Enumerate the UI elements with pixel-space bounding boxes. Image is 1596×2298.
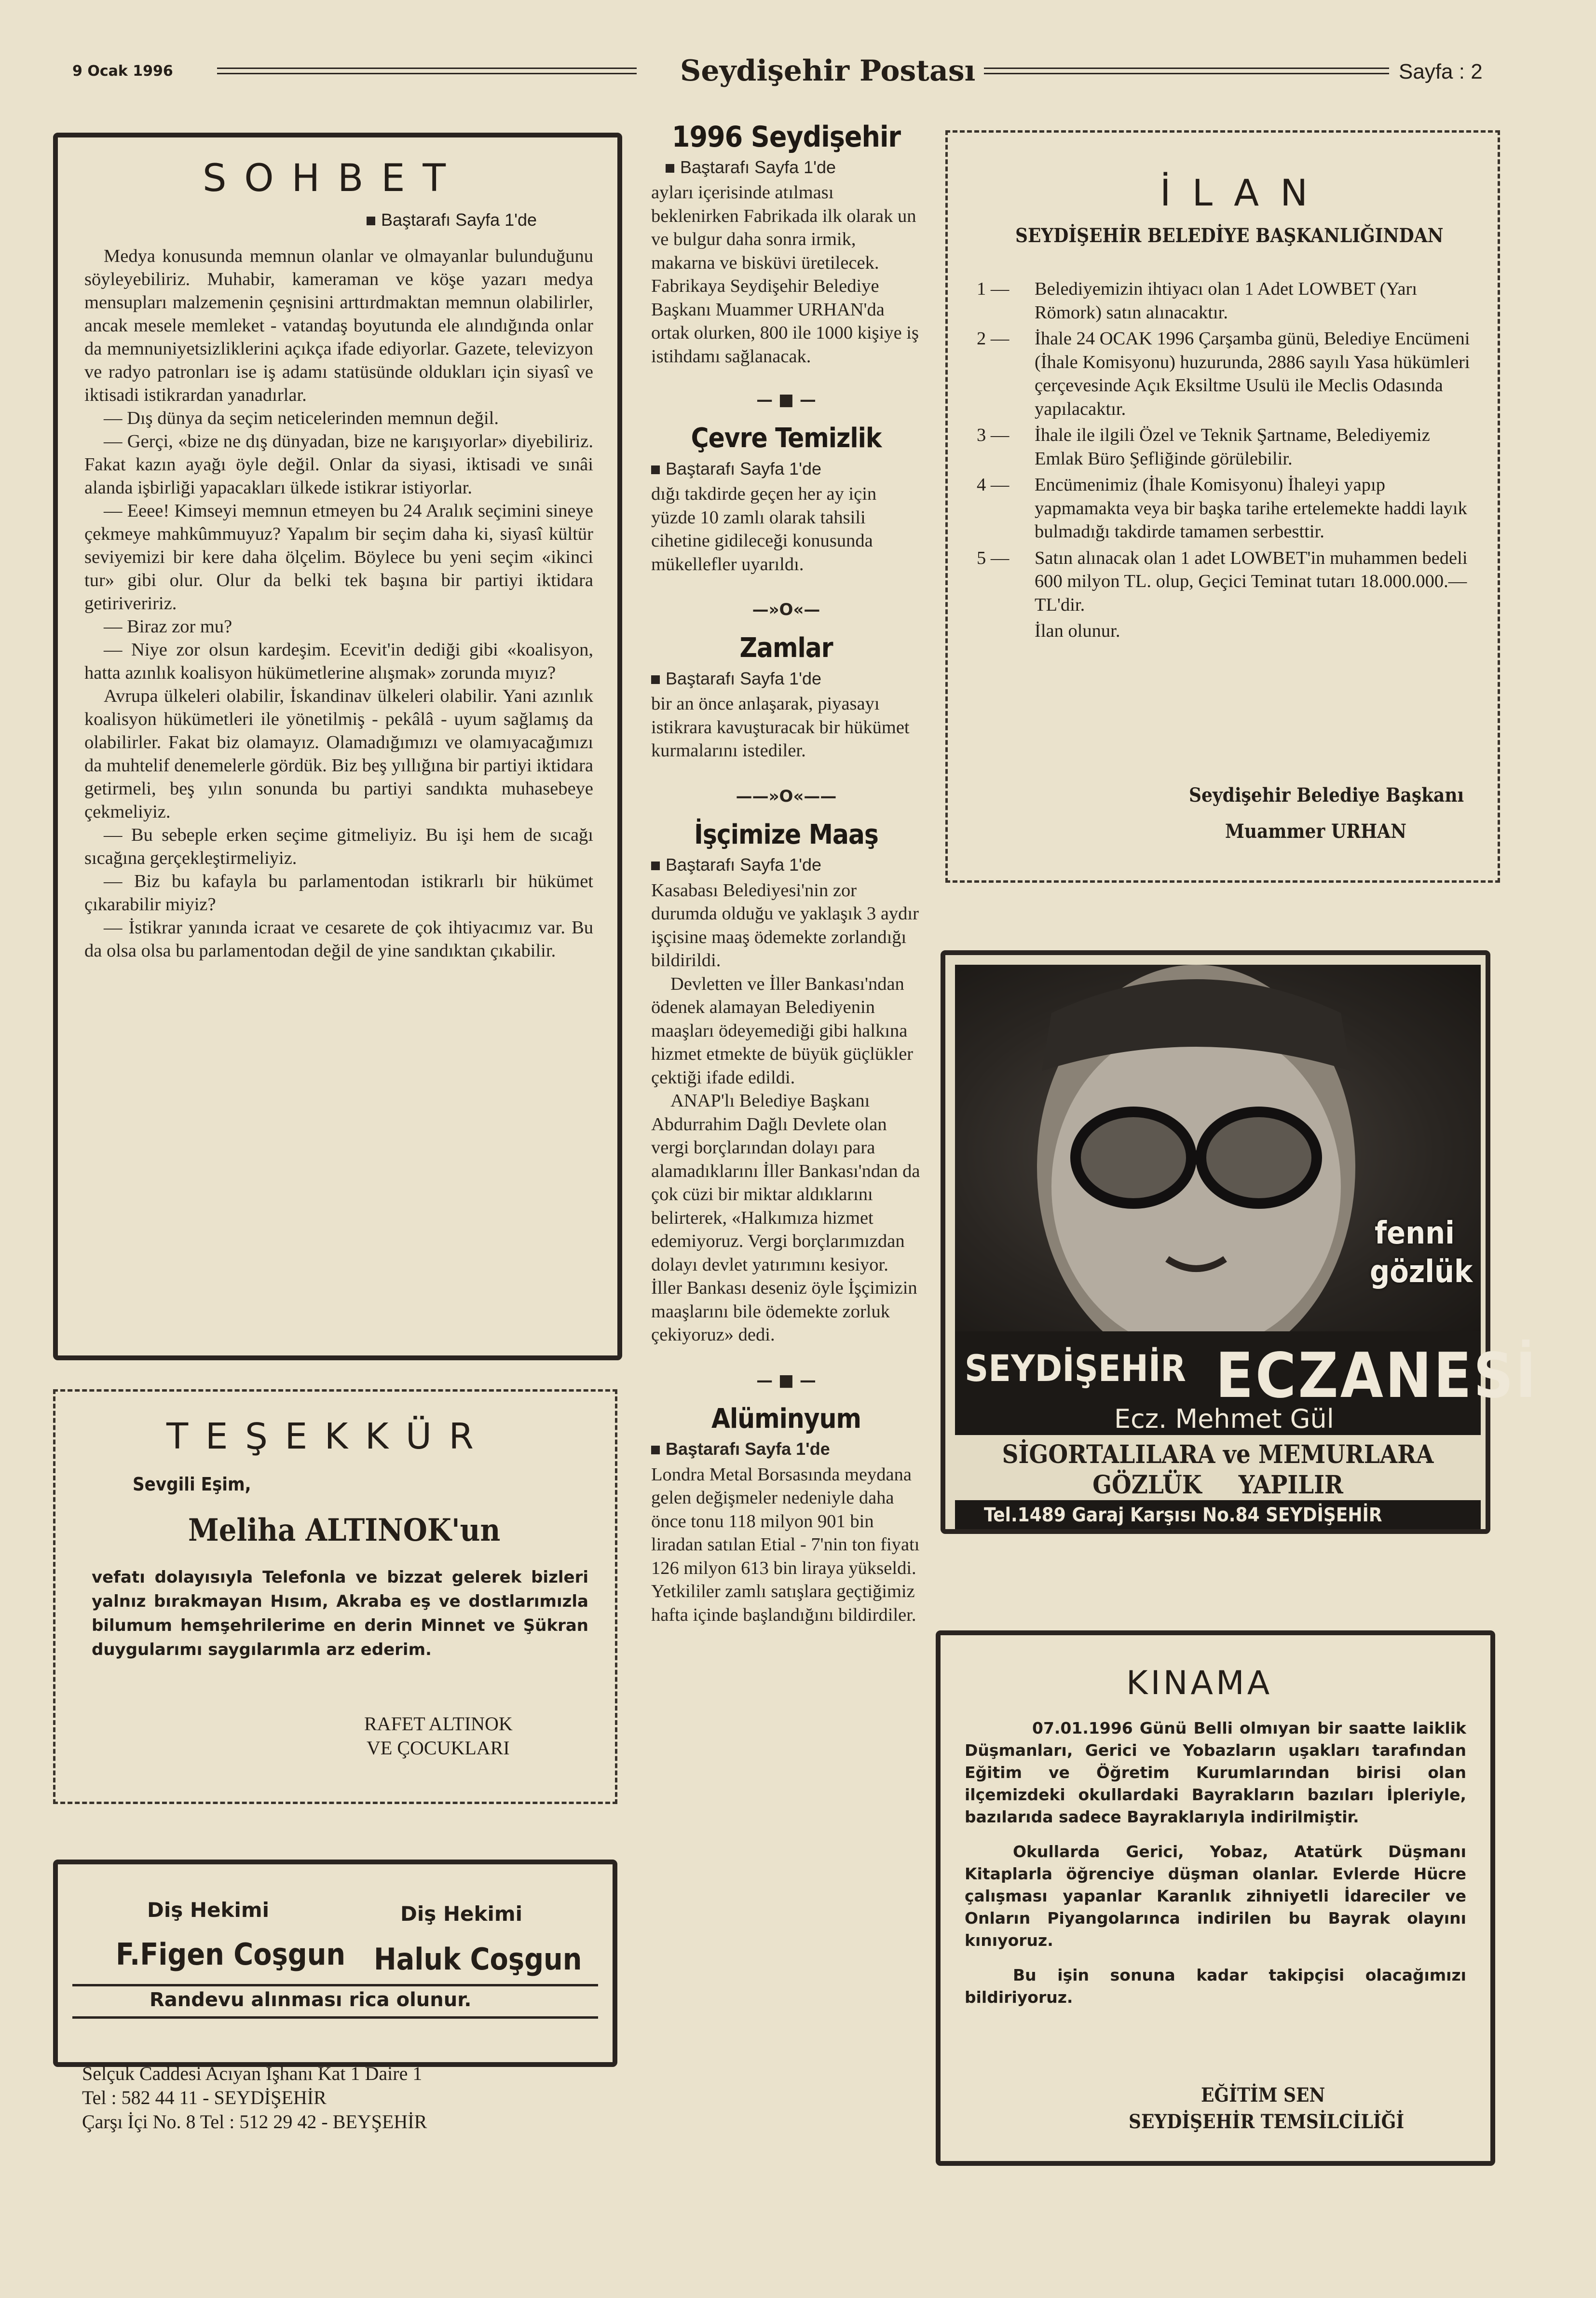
ilan-item-text: İhale 24 OCAK 1996 Çarşamba günü, Belediye Encümeni (İhale Komisyonu) huzurunda, 2886 sayılı Yasa hükümleri çerçevesinde Açık Eksiltme Usulü ile Meclis Odasında yapılacaktır. — [1035, 328, 1470, 419]
eczane-contact-band — [955, 1500, 1481, 1529]
eczane-line-2: GÖZLÜK YAPILIR — [1092, 1470, 1343, 1500]
eczane-contact: Tel.1489 Garaj Karşısı No.84 SEYDİŞEHİR — [984, 1504, 1382, 1526]
eczane-name-part1: SEYDİŞEHİR — [965, 1347, 1186, 1390]
separator: — ■ — — [756, 390, 816, 410]
aluminyum-continued: Baştarafı Sayfa 1'de — [651, 1437, 921, 1461]
dentist-name-left: F.Figen Coşgun — [116, 1937, 346, 1972]
ilan-item-number: 3 — — [977, 425, 1009, 445]
kinama-body — [965, 1717, 1466, 2009]
ilan-item — [977, 424, 1473, 470]
sohbet-paragraph: Avrupa ülkeleri olabilir, İskandinav ülkeleri olabilir. Yani azınlık koalisyon hükümetleri ile yönetilmiş - pekâlâ - uyum sağlamış da olabilirler. Fakat biz olamayız. Olamadığımızı ve olamıyacağımızı da muhtelif denemelerle gördük. Biz beş yıllığına bir partiyi iktidara getirmeli, beş yılın sonunda bu partiyi sandıkta muhasebeye çekmeliyiz. — [84, 686, 593, 822]
kinama-sign-2: SEYDİŞEHİR TEMSİLCİLİĞİ — [1129, 2110, 1405, 2133]
eczane-ad — [941, 950, 1538, 1534]
sohbet-title: S O H B E T — [203, 157, 449, 200]
dentist-tel-1: Tel : 582 44 11 - SEYDİŞEHİR — [82, 2087, 327, 2108]
tesekkur-signature-1: RAFET ALTINOK — [364, 1713, 513, 1735]
ilan-title: İ L A N — [1160, 171, 1313, 214]
eczane-name-band — [955, 1331, 1538, 1435]
dentist-tel-2: Çarşı İçi No. 8 Tel : 512 29 42 - BEYŞEHİR — [82, 2111, 427, 2133]
issue-date: 9 Ocak 1996 — [72, 63, 173, 80]
sohbet-box — [53, 133, 622, 1360]
dentist-name-right: Haluk Coşgun — [374, 1942, 582, 1977]
seydisehir-continued: Baştarafı Sayfa 1'de — [666, 156, 921, 179]
iscimize-paragraph: Kasabası Belediyesi'nin zor durumda olduğu ve yaklaşık 3 aydır işçisine maaş ödemekte zorlandığı bildirildi. — [651, 880, 919, 971]
tesekkur-title: T E Ş E K K Ü R — [166, 1416, 477, 1457]
pharmacist-photo — [955, 965, 1481, 1341]
separator: —»O«— — [752, 600, 820, 619]
zamlar-text: bir an önce anlaşarak, piyasayı istikrara kavuşturacak bir hükümet kurmalarını istediler. — [651, 694, 910, 761]
sohbet-body — [84, 245, 593, 962]
tesekkur-name: Meliha ALTINOK'un — [188, 1512, 501, 1548]
ilan-closing: İlan olunur. — [1035, 621, 1120, 641]
sohbet-paragraph: — Bu sebeple erken seçime gitmeliyiz. Bu işi hem de sıcağı sıcağına gerçekleştirmeliyiz. — [84, 825, 593, 868]
bullet-square-icon — [651, 465, 660, 474]
dentist-label-right: Diş Hekimi — [400, 1902, 523, 1926]
ilan-item-text: Belediyemizin ihtiyacı olan 1 Adet LOWBET (Yarı Römork) satın alınacaktır. — [1035, 279, 1418, 323]
ilan-item-text: Satın alınacak olan 1 adet LOWBET'in muhammen bedeli 600 milyon TL. olup, Geçici Teminat tutarı 18.000.000.— TL'dir. — [1035, 547, 1468, 615]
bullet-square-icon — [651, 675, 660, 684]
bullet-square-icon — [666, 164, 674, 173]
ilan-item-number: 2 — — [977, 328, 1009, 349]
bullet-square-icon — [651, 862, 660, 870]
iscimize-headline: İşçimize Maaş — [694, 819, 878, 850]
ilan-items — [977, 277, 1473, 643]
header-rule-right — [984, 68, 1389, 74]
ilan-item-number: 1 — — [977, 279, 1009, 299]
seydisehir-headline: 1996 Seydişehir — [671, 120, 901, 154]
ilan-sign-2: Muammer URHAN — [1225, 820, 1406, 843]
sohbet-paragraph: — Eeee! Kimseyi memnun etmeyen bu 24 Aralık seçimini sineye çekmeye mahkûmmuyuz? Yapalım bir seçim daha ki, siyasî kültür seviyemizi bir kere daha ölçelim. Böylece bu yeni seçim «ikinci tur» gibi olur. Olur da belki tek başına bir partiyi iktidara getiriveririz. — [84, 501, 593, 614]
tesekkur-salutation: Sevgili Eşim, — [133, 1474, 251, 1495]
header-rule-left — [217, 68, 637, 74]
cevre-continued: Baştarafı Sayfa 1'de — [651, 457, 921, 481]
ilan-subtitle: SEYDİŞEHİR BELEDİYE BAŞKANLIĞINDAN — [1015, 224, 1444, 247]
dentist-box — [53, 1860, 617, 2067]
sohbet-paragraph: — Niye zor olsun kardeşim. Ecevit'in dediği gibi «koalisyon, hatta azınlık koalisyon hükümetlerine alışmak» zorunda mıyız? — [84, 640, 593, 683]
dentist-label-left: Diş Hekimi — [147, 1898, 270, 1922]
aluminyum-text: Londra Metal Borsasında meydana gelen değişmeler nedeniyle daha önce tonu 118 milyon 901 bin liradan satılan Etial - 7'nin ton fiyatı 126 milyon 613 bin liraya yükseldi. Yetkililer zamlı satışlara geçtiğimiz hafta içinde başlandığını bildirdiler. — [651, 1464, 920, 1625]
tesekkur-box — [53, 1389, 617, 1804]
ilan-item — [977, 277, 1473, 324]
bullet-square-icon — [651, 1446, 660, 1454]
ilan-item — [977, 473, 1473, 544]
ilan-box — [945, 130, 1500, 883]
iscimize-paragraph: Devletten ve İller Bankası'ndan ödenek alamayan Belediyenin maaşları ödeyemediği gibi halkına hizmet etmekte de büyük güçlükler çektiği ifade edildi. — [651, 973, 914, 1088]
zamlar-headline: Zamlar — [739, 632, 833, 664]
kinama-title: KINAMA — [1126, 1664, 1273, 1702]
dentist-appointment: Randevu alınması rica olunur. — [150, 1989, 472, 2011]
eczane-line-1: SİGORTALILARA ve MEMURLARA — [1002, 1440, 1434, 1469]
dentist-address: Selçuk Caddesi Acıyan İşhanı Kat 1 Daire 1 — [82, 2063, 423, 2084]
kinama-paragraph: Okullarda Gerici, Yobaz, Atatürk Düşmanı Kitaplarla öğrenciye düşman olanlar. Evlerde Hücre çalışması yapanlar Karanlık zihniyetli İdareciler ve Onların Piyangolarınca indirilen bu Bayrak olayını kınıyoruz. — [965, 1842, 1466, 1950]
page-number: Sayfa : 2 — [1399, 60, 1483, 83]
sohbet-paragraph: — İstikrar yanında icraat ve cesarete de çok ihtiyacımız var. Bu da olsa olsa bu parlamentodan değil de yine sandıktan çıkabilir. — [84, 917, 593, 961]
sohbet-paragraph: — Biz bu kafayla bu parlamentodan istikrarlı bir hükümet çıkarabilir miyiz? — [84, 871, 593, 915]
gozluk-label: gözlük — [1370, 1254, 1473, 1290]
kinama-paragraph: 07.01.1996 Günü Belli olmıyan bir saatte laiklik Düşmanları, Gerici ve Yobazların uşakları tarafından Eğitim ve Öğretim Kurumlarından birisi olan ilçemizdeki okullardaki Bayrakların bazıları İpleriyle, bazılarıda sadece Bayraklarıyla indirilmiştir. — [965, 1719, 1466, 1826]
dentist-rule — [72, 1984, 598, 1986]
kinama-box — [936, 1630, 1495, 2166]
bullet-square-icon — [367, 217, 375, 225]
fenni-label: fenni — [1375, 1216, 1455, 1251]
sohbet-paragraph: — Gerçi, «bize ne dış dünyadan, bize ne karışıyorlar» diyebiliriz. Fakat kazın ayağı öyle değil. Onlar da siyasi, iktisadi ve sınâi alanda işbirliği yapacakları ülkede istikrar istiyorlar. — [84, 431, 593, 498]
newspaper-title: Seydişehir Postası — [680, 54, 976, 88]
sohbet-continued: Baştarafı Sayfa 1'de — [367, 210, 537, 230]
middle-column — [651, 121, 921, 1627]
kinama-paragraph: Bu işin sonuna kadar takipçisi olacağımızı bildiriyoruz. — [965, 1966, 1466, 2007]
ilan-item — [977, 547, 1473, 617]
iscimize-paragraph: ANAP'lı Belediye Başkanı Abdurrahim Dağlı Devlete olan vergi borçlarından dolayı para alamadıklarını İller Bankası'ndan da çok cüzi bir miktar aldıklarını belirterek, «Halkımıza hizmet edemiyoruz. Vergi borçlarımızdan dolayı devlet yatırımını kesiyor. İller Bankası deseniz öyle İşçimizin maaşlarını bile ödemekte zorluk çekiyoruz» dedi. — [651, 1091, 920, 1345]
sohbet-paragraph: — Dış dünya da seçim neticelerinden memnun değil. — [104, 408, 499, 428]
separator: — ■ — — [756, 1370, 816, 1390]
eczane-name-part2: ECZANESİ — [1215, 1340, 1538, 1412]
sohbet-paragraph: — Biraz zor mu? — [104, 616, 232, 637]
pharmacist-name: Ecz. Mehmet Gül — [1114, 1404, 1334, 1434]
ilan-sign-1: Seydişehir Belediye Başkanı — [1189, 784, 1464, 807]
iscimize-continued: Baştarafı Sayfa 1'de — [651, 853, 921, 877]
aluminyum-headline: Alüminyum — [711, 1403, 861, 1435]
ilan-item-text: İhale ile ilgili Özel ve Teknik Şartname, Belediyemiz Emlak Büro Şefliğinde görülebilir. — [1035, 425, 1430, 469]
ilan-item-number: 5 — — [977, 547, 1009, 568]
cevre-text: dığı takdirde geçen her ay için yüzde 10 zamlı olarak tahsili cihetine gidileceği konusunda mükellefler uyarıldı. — [651, 484, 877, 574]
kinama-sign-1: EĞİTİM SEN — [1201, 2084, 1325, 2106]
ilan-item-number: 4 — — [977, 475, 1009, 495]
zamlar-continued: Baştarafı Sayfa 1'de — [651, 667, 921, 691]
tesekkur-signature-2: VE ÇOCUKLARI — [367, 1737, 510, 1759]
sohbet-paragraph: Medya konusunda memnun olanlar ve olmayanlar bulunduğunu söyleyebiliriz. Muhabir, kameraman ve köşe yazarı medya mensupları malzemenin çeşnisini arttırdmaktan memnun olabilirler, ancak mesele memleket - vatandaş boyutunda ele alındığında onlar da memnuniyetsizliklerini açıkça ifade ediyorlar. Gazete, televizyon ve radyo patronları ise iş adamı statüsünde oldukları için siyasî ve iktisadi istikrardan yanadırlar. — [84, 246, 593, 405]
dentist-rule — [72, 2016, 598, 2019]
ilan-item-text: Encümenimiz (İhale Komisyonu) İhaleyi yapıp yapmamakta veya bir başka tarihe ertelemekte haddi layık bulmadığı takdirde tamamen serbesttir. — [1035, 475, 1467, 542]
separator: ——»O«—— — [736, 786, 837, 806]
tesekkur-text: vefatı dolayısıyla Telefonla ve bizzat gelerek bizleri yalnız bırakmayan Hısım, Akraba eş ve dostlarımızla bilumum hemşehrilerime en derin Minnet ve Şükran duygularımı saygılarımla arz ederim. — [92, 1568, 588, 1659]
cevre-headline: Çevre Temizlik — [691, 423, 882, 454]
ilan-item — [977, 327, 1473, 421]
seydisehir-text: ayları içerisinde atılması beklenirken Fabrikada ilk olarak un ve bulgur daha sonra irmik, makarna ve bisküvi üretilecek. Fabrikaya Seydişehir Belediye Başkanı Muammer URHAN'da ortak olurken, 800 ile 1000 kişiye iş istihdamı sağlanacak. — [651, 182, 919, 367]
